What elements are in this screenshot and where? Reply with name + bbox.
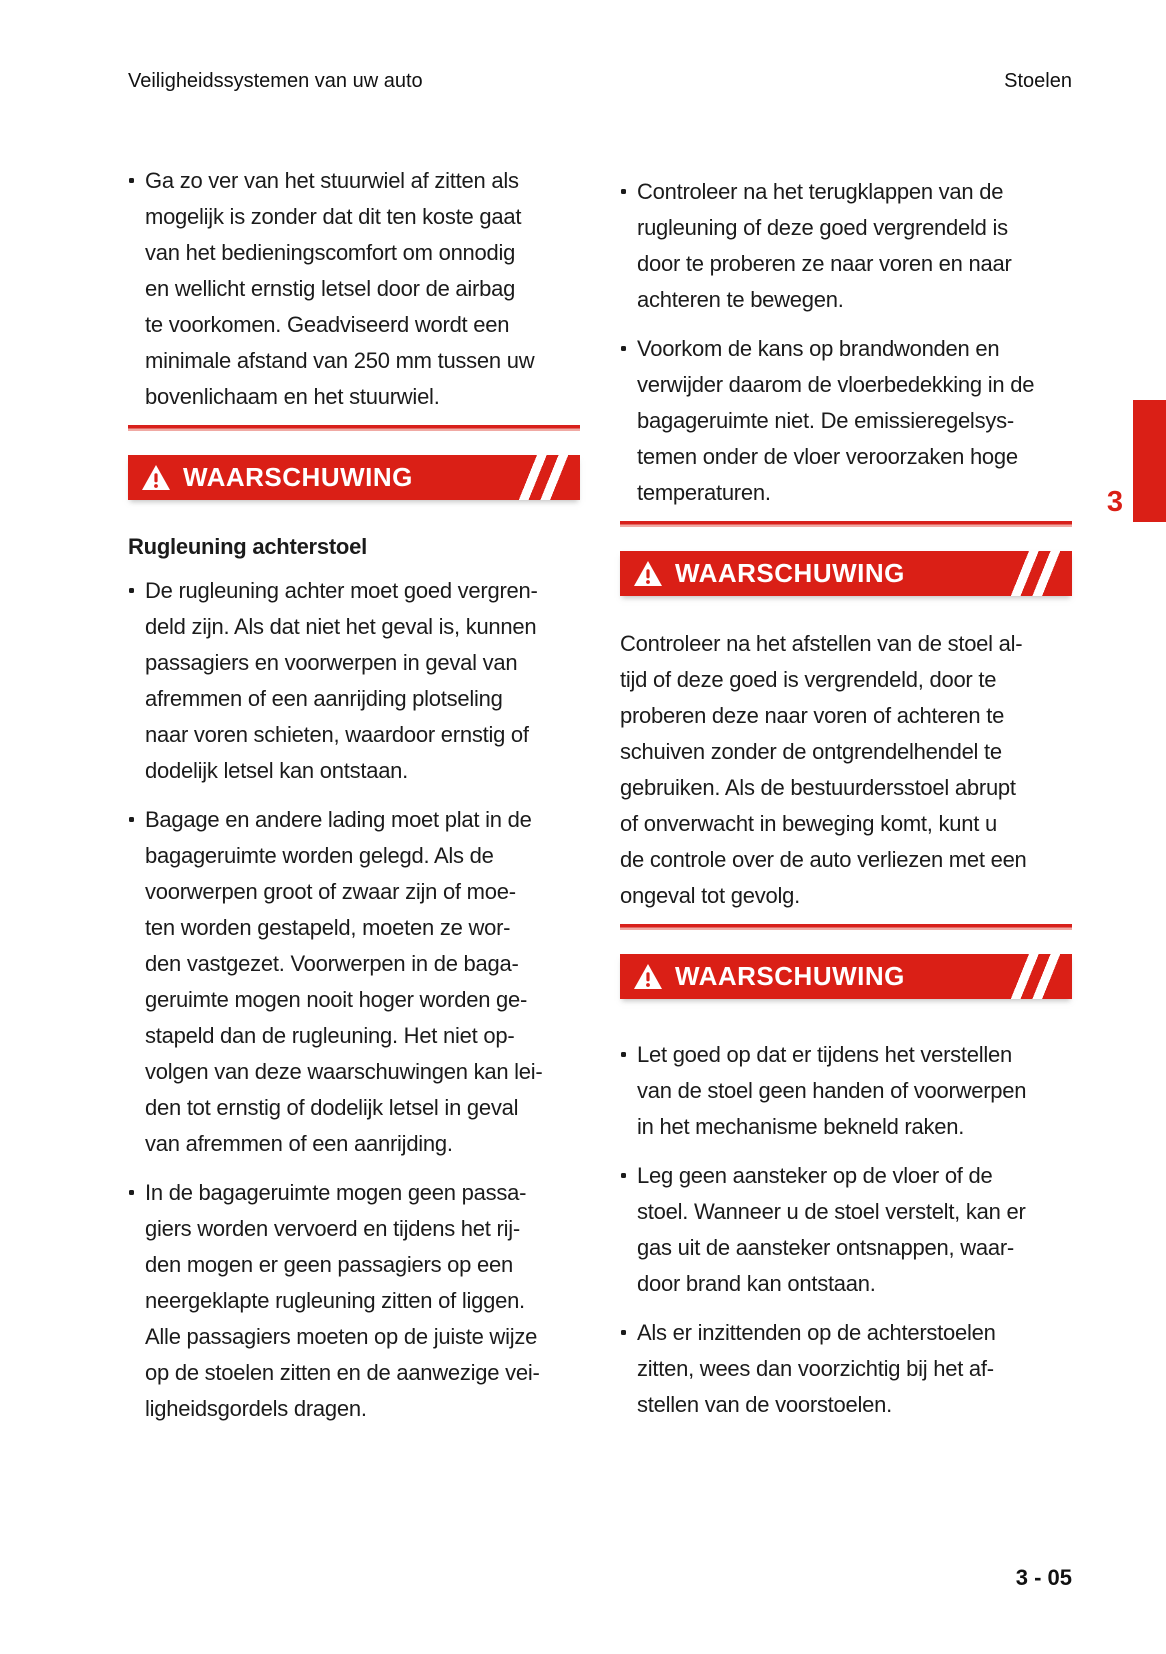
warning-triangle-icon	[633, 560, 663, 587]
red-rule	[128, 425, 580, 431]
text-line: te voorkomen. Geadviseerd wordt een	[145, 312, 510, 337]
text-line: voorwerpen groot of zwaar zijn of moe-	[145, 879, 516, 904]
running-header-right: Stoelen	[1004, 70, 1072, 92]
text-line: van het bedieningscomfort om onnodig	[145, 240, 516, 265]
text-line: De rugleuning achter moet goed vergren-	[145, 578, 538, 603]
bullet-paragraph	[620, 331, 1072, 511]
text-line: tijd of deze goed is vergrendeld, door te	[620, 667, 997, 692]
right-column	[620, 158, 1072, 1423]
warning-banner	[128, 455, 580, 500]
text-line: van afremmen of een aanrijding.	[145, 1131, 453, 1156]
text-line: zitten, wees dan voorzichtig bij het af-	[637, 1356, 994, 1381]
text-line: neergeklapte rugleuning zitten of liggen.	[145, 1288, 525, 1313]
text-line: deld zijn. Als dat niet het geval is, kunnen	[145, 614, 537, 639]
text-line: Alle passagiers moeten op de juiste wijze	[145, 1324, 538, 1349]
red-rule	[620, 521, 1072, 527]
text-line: verwijder daarom de vloerbedekking in de	[637, 372, 1035, 397]
bullet-marker	[621, 189, 626, 194]
left-column	[128, 158, 580, 1427]
warning-banner-label: WAARSCHUWING	[675, 558, 905, 588]
warning-banner-label: WAARSCHUWING	[675, 961, 905, 991]
text-line: geruimte mogen nooit hoger worden ge-	[145, 987, 528, 1012]
bullet-marker	[129, 1190, 134, 1195]
text-line: van de stoel geen handen of voorwerpen	[637, 1078, 1027, 1103]
text-line: Let goed op dat er tijdens het verstellen	[637, 1042, 1013, 1067]
text-line: stapeld dan de rugleuning. Het niet op-	[145, 1023, 515, 1048]
text-line: volgen van deze waarschuwingen kan lei-	[145, 1059, 543, 1084]
text-line: afremmen of een aanrijding plotseling	[145, 686, 503, 711]
text-line: den vastgezet. Voorwerpen in de baga-	[145, 951, 519, 976]
text-line: bagageruimte niet. De emissieregelsys-	[637, 408, 1014, 433]
diagonal-stripes-decoration	[496, 455, 580, 500]
text-line: Leg geen aansteker op de vloer of de	[637, 1163, 993, 1188]
bullet-marker	[621, 1330, 626, 1335]
bullet-marker	[621, 1052, 626, 1057]
bullet-paragraph	[620, 1037, 1072, 1145]
text-line: door brand kan ontstaan.	[637, 1271, 876, 1296]
text-line: door te proberen ze naar voren en naar	[637, 251, 1012, 276]
text-line: passagiers en voorwerpen in geval van	[145, 650, 518, 675]
text-line: In de bagageruimte mogen geen passa-	[145, 1180, 527, 1205]
text-line: de controle over de auto verliezen met een	[620, 847, 1027, 872]
bullet-paragraph	[128, 163, 580, 415]
chapter-tab	[1133, 400, 1166, 522]
bullet-paragraph	[128, 1175, 580, 1427]
running-header-left: Veiligheidssystemen van uw auto	[128, 70, 423, 92]
warning-triangle-icon	[633, 963, 663, 990]
chapter-number: 3	[1106, 486, 1123, 518]
text-line: schuiven zonder de ontgrendelhendel te	[620, 739, 1002, 764]
text-line: stoel. Wanneer u de stoel verstelt, kan er	[637, 1199, 1026, 1224]
text-line: gebruiken. Als de bestuurdersstoel abrupt	[620, 775, 1016, 800]
diagonal-stripes-decoration	[988, 954, 1072, 999]
red-rule	[620, 924, 1072, 930]
bullet-marker	[621, 1173, 626, 1178]
text-line: stellen van de voorstoelen.	[637, 1392, 892, 1417]
text-line: ligheidsgordels dragen.	[145, 1396, 367, 1421]
warning-banner-label: WAARSCHUWING	[183, 462, 413, 492]
text-line: Bagage en andere lading moet plat in de	[145, 807, 532, 832]
text-line: dodelijk letsel kan ontstaan.	[145, 758, 409, 783]
text-line: in het mechanisme bekneld raken.	[637, 1114, 965, 1139]
text-line: temen onder de vloer veroorzaken hoge	[637, 444, 1018, 469]
bullet-marker	[129, 817, 134, 822]
bullet-marker	[621, 346, 626, 351]
bullet-paragraph	[128, 802, 580, 1162]
text-line: Als er inzittenden op de achterstoelen	[637, 1320, 996, 1345]
text-line: en wellicht ernstig letsel door de airbag	[145, 276, 516, 301]
bullet-paragraph	[620, 1315, 1072, 1423]
bullet-marker	[129, 588, 134, 593]
text-line: temperaturen.	[637, 480, 771, 505]
text-line: of onverwacht in beweging komt, kunt u	[620, 811, 997, 836]
text-line: achteren te bewegen.	[637, 287, 844, 312]
warning-banner	[620, 551, 1072, 596]
text-line: ongeval tot gevolg.	[620, 883, 800, 908]
bullet-paragraph	[620, 174, 1072, 318]
text-line: mogelijk is zonder dat dit ten koste gaat	[145, 204, 522, 229]
warning-triangle-icon	[141, 464, 171, 491]
text-line: Controleer na het afstellen van de stoel al-	[620, 631, 1023, 656]
text-line: op de stoelen zitten en de aanwezige vei-	[145, 1360, 540, 1385]
text-line: rugleuning of deze goed vergrendeld is	[637, 215, 1008, 240]
diagonal-stripes-decoration	[988, 551, 1072, 596]
bullet-marker	[129, 178, 134, 183]
text-line: bovenlichaam en het stuurwiel.	[145, 384, 440, 409]
warning-banner	[620, 954, 1072, 999]
text-line: gas uit de aansteker ontsnappen, waar-	[637, 1235, 1014, 1260]
page-number: 3 - 05	[1015, 1565, 1072, 1590]
text-line: bagageruimte worden gelegd. Als de	[145, 843, 494, 868]
bullet-paragraph	[128, 573, 580, 789]
text-line: Ga zo ver van het stuurwiel af zitten als	[145, 168, 519, 193]
text-line: den tot ernstig of dodelijk letsel in geval	[145, 1095, 519, 1120]
text-line: giers worden vervoerd en tijdens het rij-	[145, 1216, 520, 1241]
text-line: ten worden gestapeld, moeten ze wor-	[145, 915, 511, 940]
text-line: den mogen er geen passagiers op een	[145, 1252, 513, 1277]
text-line: naar voren schieten, waardoor ernstig of	[145, 722, 529, 747]
text-line: Voorkom de kans op brandwonden en	[637, 336, 1000, 361]
text-line: proberen deze naar voren of achteren te	[620, 703, 1005, 728]
text-line: Controleer na het terugklappen van de	[637, 179, 1004, 204]
bullet-paragraph	[620, 1158, 1072, 1302]
text-line: minimale afstand van 250 mm tussen uw	[145, 348, 535, 373]
section-heading: Rugleuning achterstoel	[128, 534, 367, 559]
paragraph	[620, 626, 1072, 914]
